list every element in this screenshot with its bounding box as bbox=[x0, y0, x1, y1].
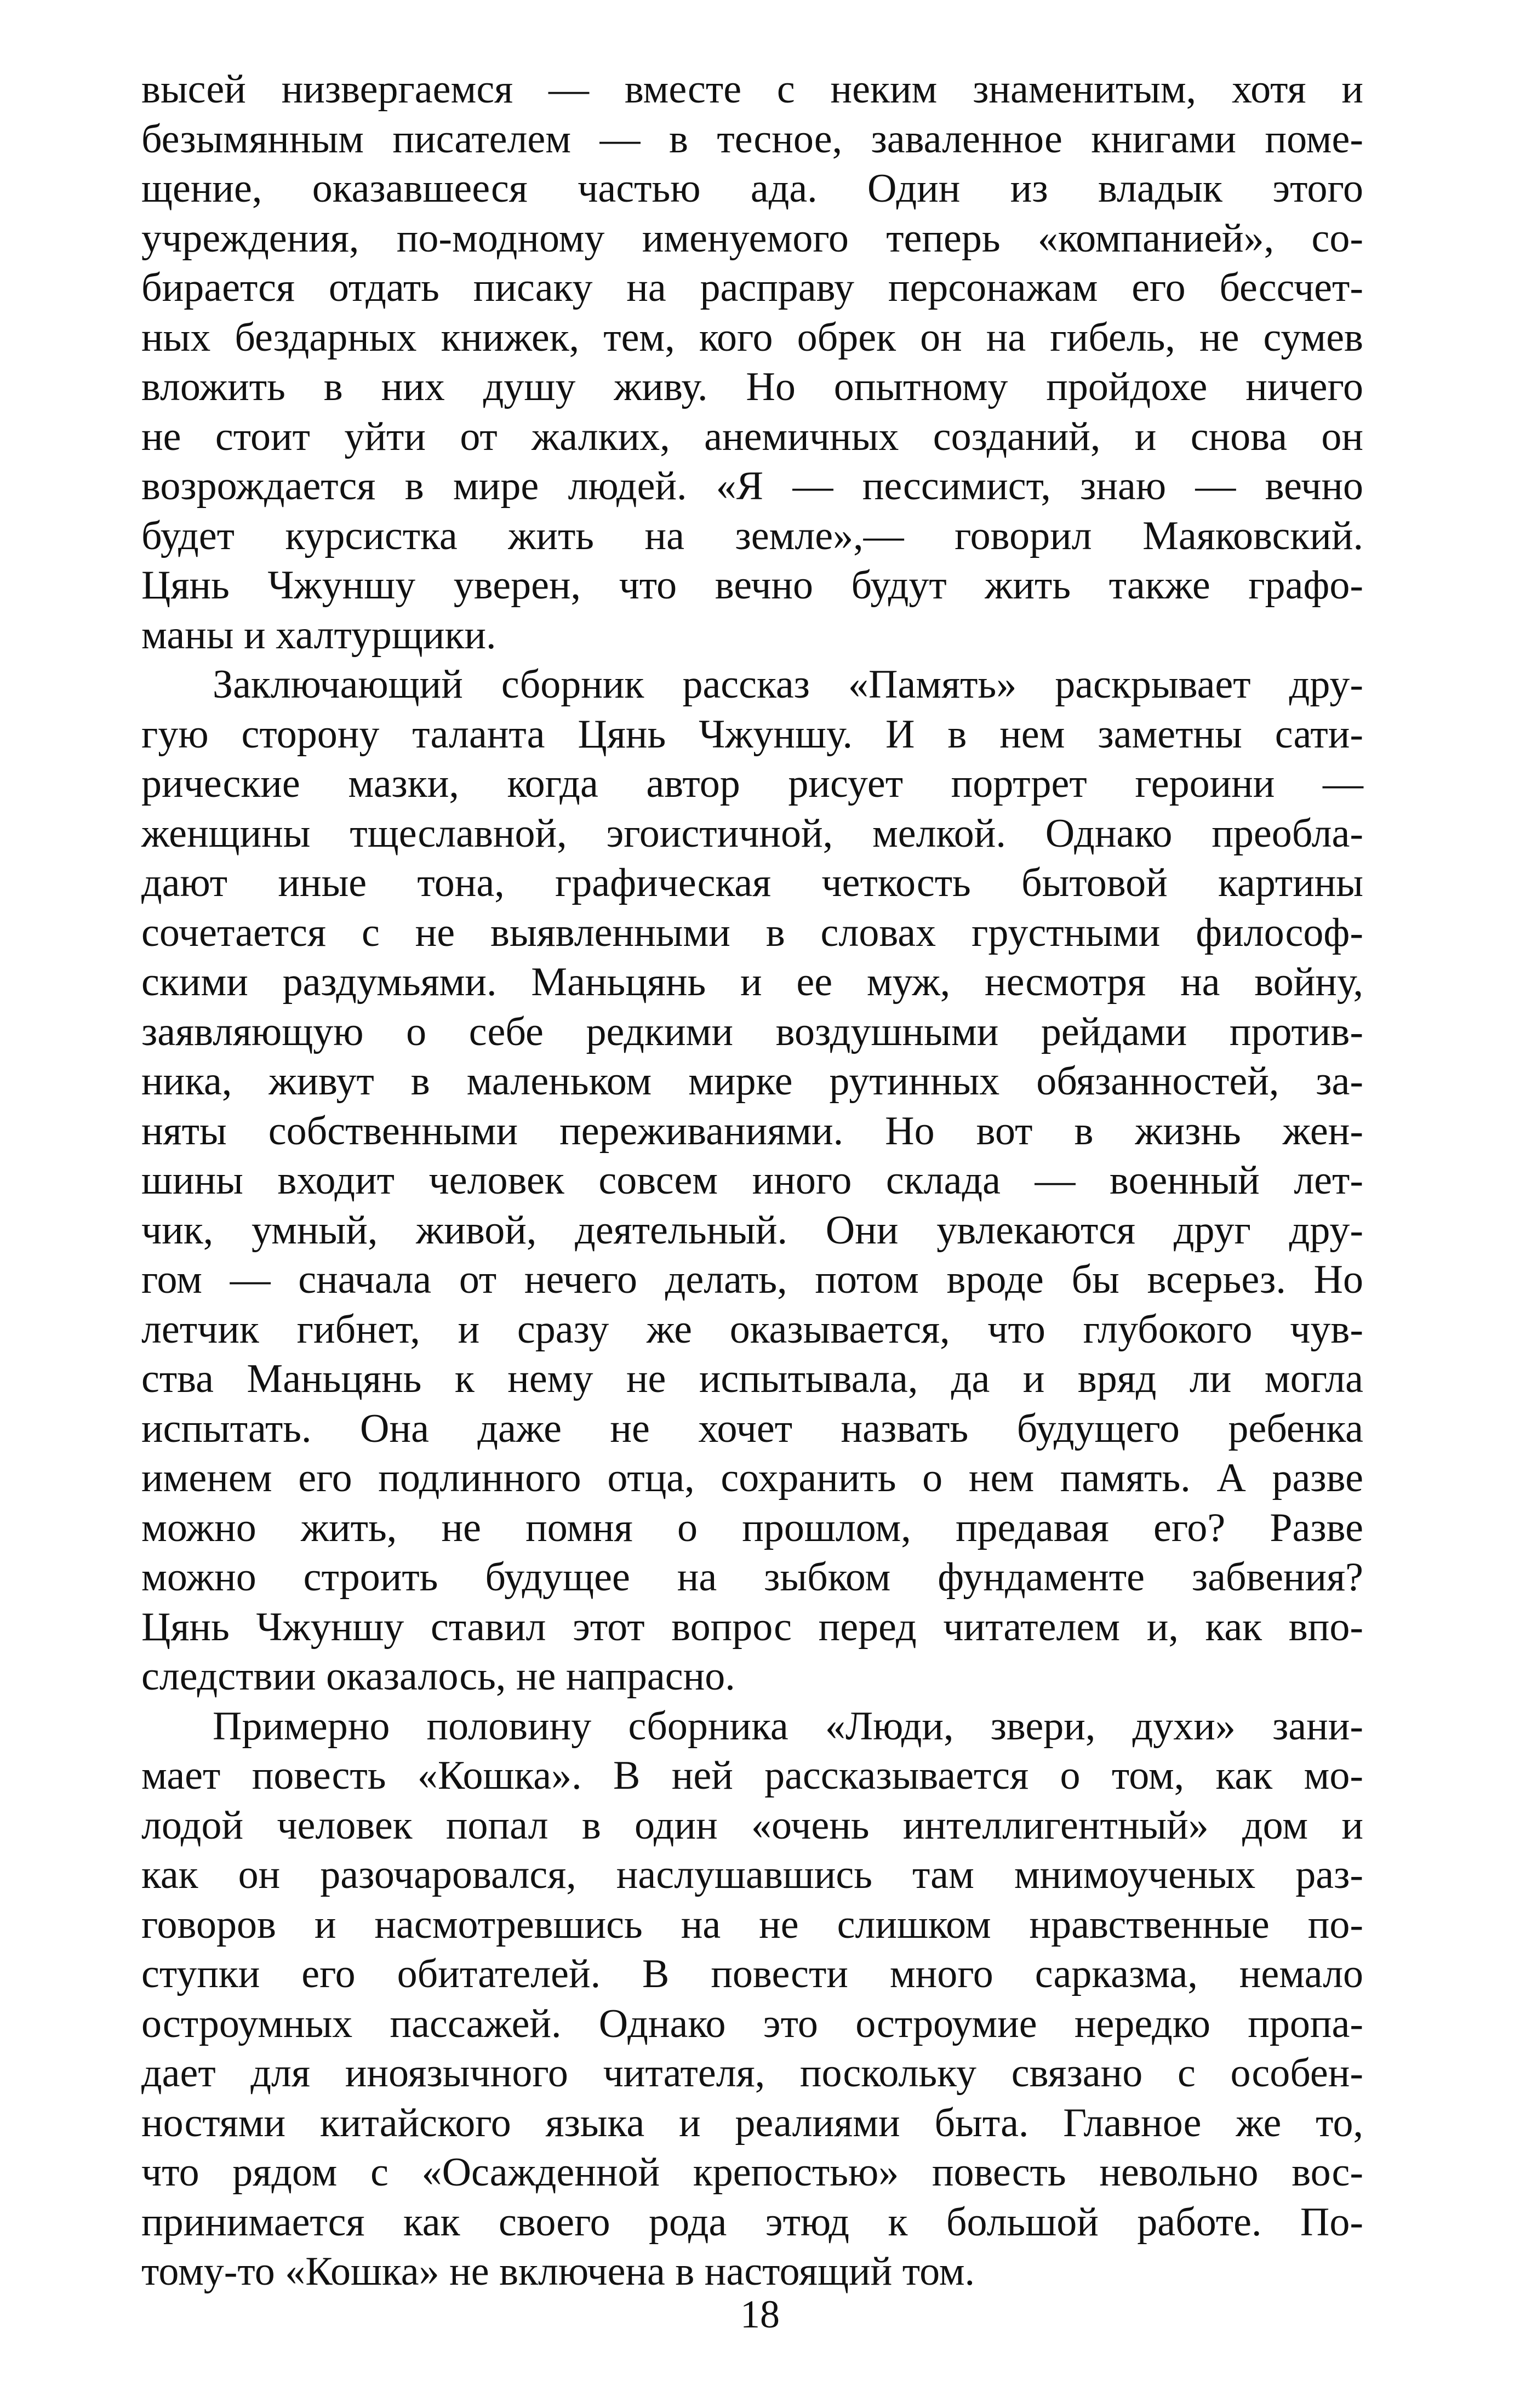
text-line: мает повесть «Кошка». В ней рассказывается о том, как мо- bbox=[141, 1753, 1363, 1798]
paragraph bbox=[141, 65, 1363, 660]
text-line: скими раздумьями. Маньцянь и ее муж, несмотря на войну, bbox=[141, 960, 1363, 1005]
text-line: возрождается в мире людей. «Я — пессимист, знаю — вечно bbox=[141, 464, 1363, 509]
text-line: Цянь Чжуншу ставил этот вопрос перед читателем и, как впо- bbox=[141, 1604, 1363, 1650]
text-line: женщины тщеславной, эгоистичной, мелкой. Однако преобла- bbox=[141, 811, 1363, 856]
text-line: шины входит человек совсем иного склада — военный лет- bbox=[141, 1158, 1363, 1203]
text-line: ника, живут в маленьком мирке рутинных обязанностей, за- bbox=[141, 1059, 1363, 1104]
text-line: говоров и насмотревшись на не слишком нравственные по- bbox=[141, 1902, 1363, 1947]
text-line: не стоит уйти от жалких, анемичных созданий, и снова он bbox=[141, 414, 1363, 459]
text-line: следствии оказалось, не напрасно. bbox=[141, 1654, 735, 1699]
text-line: ностями китайского языка и реалиями быта. Главное же то, bbox=[141, 2100, 1363, 2145]
text-line: тому-то «Кошка» не включена в настоящий том. bbox=[141, 2249, 975, 2294]
text-line: что рядом с «Осажденной крепостью» повесть невольно вос- bbox=[141, 2150, 1363, 2195]
text-line: гом — сначала от нечего делать, потом вроде бы всерьез. Но bbox=[141, 1257, 1363, 1302]
text-line: именем его подлинного отца, сохранить о нем память. А разве bbox=[141, 1456, 1363, 1500]
text-line: бирается отдать писаку на расправу персонажам его бессчет- bbox=[141, 265, 1363, 310]
text-line: щение, оказавшееся частью ада. Один из владык этого bbox=[141, 166, 1363, 211]
text-line: няты собственными переживаниями. Но вот в жизнь жен- bbox=[141, 1108, 1363, 1154]
text-line: Примерно половину сборника «Люди, звери, духи» зани- bbox=[213, 1703, 1363, 1749]
text-line: вложить в них душу живу. Но опытному пройдохе ничего bbox=[141, 364, 1363, 409]
paragraph bbox=[141, 1702, 1363, 2297]
text-line: рические мазки, когда автор рисует портрет героини — bbox=[141, 761, 1363, 806]
text-line: учреждения, по-модному именуемого теперь «компанией», со- bbox=[141, 215, 1363, 261]
text-line: чик, умный, живой, деятельный. Они увлекаются друг дру- bbox=[141, 1207, 1363, 1253]
text-line: высей низвергаемся — вместе с неким знаменитым, хотя и bbox=[141, 67, 1363, 112]
text-line: Заключающий сборник рассказ «Память» раскрывает дру- bbox=[213, 662, 1363, 707]
text-line: дает для иноязычного читателя, поскольку связано с особен- bbox=[141, 2051, 1363, 2096]
text-line: принимается как своего рода этюд к большой работе. По- bbox=[141, 2199, 1363, 2245]
text-line: летчик гибнет, и сразу же оказывается, что глубокого чув- bbox=[141, 1306, 1363, 1352]
text-line: маны и халтурщики. bbox=[141, 612, 496, 658]
text-line: ства Маньцянь к нему не испытывала, да и вряд ли могла bbox=[141, 1356, 1363, 1401]
text-line: заявляющую о себе редкими воздушными рейдами против- bbox=[141, 1009, 1363, 1054]
text-line: сочетается с не выявленными в словах грустными философ- bbox=[141, 910, 1363, 955]
text-line: остроумных пассажей. Однако это остроумие нередко пропа- bbox=[141, 2001, 1363, 2046]
text-line: испытать. Она даже не хочет назвать будущего ребенка bbox=[141, 1406, 1363, 1451]
text-line: Цянь Чжуншу уверен, что вечно будут жить также графо- bbox=[141, 563, 1363, 608]
body-text bbox=[141, 65, 1363, 2297]
text-line: дают иные тона, графическая четкость бытовой картины bbox=[141, 860, 1363, 905]
text-line: можно жить, не помня о прошлом, предавая его? Разве bbox=[141, 1505, 1363, 1550]
text-line: безымянным писателем — в тесное, заваленное книгами поме- bbox=[141, 116, 1363, 162]
text-line: ных бездарных книжек, тем, кого обрек он на гибель, не сумев bbox=[141, 315, 1363, 360]
text-line: можно строить будущее на зыбком фундаменте забвения? bbox=[141, 1555, 1363, 1600]
page-number: 18 bbox=[740, 2292, 780, 2336]
text-line: гую сторону таланта Цянь Чжуншу. И в нем заметны сати- bbox=[141, 711, 1363, 757]
paragraph bbox=[141, 660, 1363, 1702]
text-line: ступки его обитателей. В повести много сарказма, немало bbox=[141, 1951, 1363, 1996]
text-line: будет курсистка жить на земле»,— говорил Маяковский. bbox=[141, 513, 1363, 558]
text-line: лодой человек попал в один «очень интеллигентный» дом и bbox=[141, 1802, 1363, 1848]
text-line: как он разочаровался, наслушавшись там мнимоученых раз- bbox=[141, 1852, 1363, 1897]
